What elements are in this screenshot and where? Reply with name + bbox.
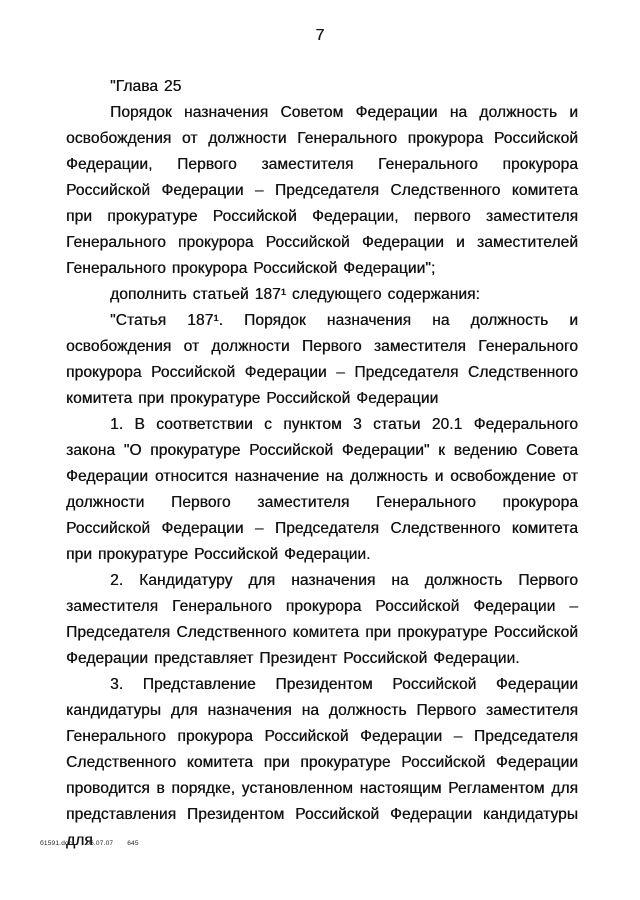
paragraph: дополнить статьей 187¹ следующего содержания:: [110, 286, 480, 303]
paragraph: 3. Представление Президентом Российской Федерации кандидатуры для назначения на должность Первого заместителя Генерального прокурора Российской Федерации – Председателя Следственного комитета при прокуратуре Российской Федерации проводится в порядке, установленном настоящим Регламентом для представления Президентом Российской Федерации кандидатуры для: [66, 676, 578, 849]
paragraph: 1. В соответствии с пунктом 3 статьи 20.1 Федерального закона "О прокуратуре Российской Федерации" к ведению Совета Федерации относится назначение на должность и освобождение от должности Первого заместителя Генерального прокурора Российской Федерации – Председателя Следственного комитета при прокуратуре Российской Федерации.: [66, 416, 578, 563]
footer-note: [40, 840, 151, 848]
footer-filename: б1591.doc: [40, 840, 73, 847]
footer-date: 06.07.07: [86, 840, 114, 847]
page-number: 7: [315, 27, 325, 44]
footer-code: 645: [127, 840, 139, 847]
document-body: [66, 74, 578, 854]
paragraph: 2. Кандидатуру для назначения на должность Первого заместителя Генерального прокурора Российской Федерации – Председателя Следственного комитета при прокуратуре Российской Федерации представляет Президент Российской Федерации.: [66, 572, 578, 667]
paragraph: Порядок назначения Советом Федерации на должность и освобождения от должности Генерального прокурора Российской Федерации, Первого заместителя Генерального прокурора Российской Федерации – Председателя Следственного комитета при прокуратуре Российской Федерации, первого заместителя Генерального прокурора Российской Федерации и заместителей Генерального прокурора Российской Федерации";: [66, 104, 578, 277]
paragraph: "Статья 187¹. Порядок назначения на должность и освобождения от должности Первого заместителя Генерального прокурора Российской Федерации – Председателя Следственного комитета при прокуратуре Российской Федерации: [66, 312, 578, 407]
paragraph: "Глава 25: [110, 78, 182, 95]
